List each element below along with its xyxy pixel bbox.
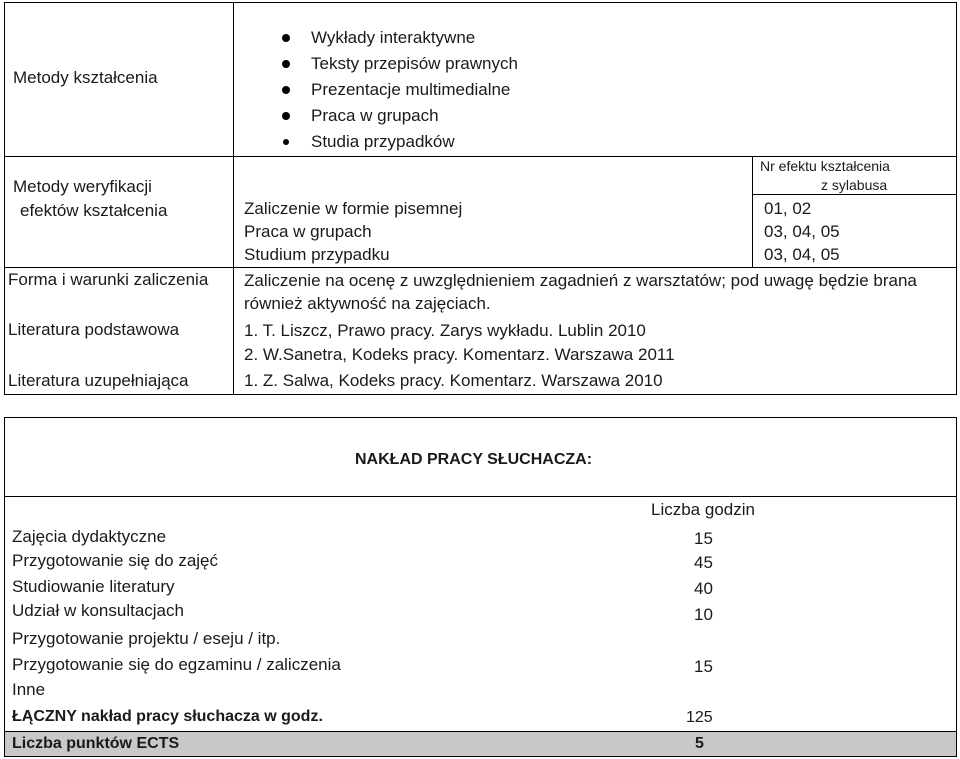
workload-row-label: Udział w konsultacjach [12, 601, 184, 620]
method-item: Teksty przepisów prawnych [311, 54, 518, 73]
workload-title: NAKŁAD PRACY SŁUCHACZA: [355, 451, 593, 468]
forma-warunki-text-2: również aktywność na zajęciach. [244, 294, 491, 313]
workload-row-label: Przygotowanie się do egzaminu / zaliczenia [12, 655, 341, 674]
literatura-podstawowa-label: Literatura podstawowa [8, 320, 180, 339]
verification-method: Zaliczenie w formie pisemnej [244, 199, 463, 218]
top-table-row-divider [4, 156, 957, 157]
workload-row-label: Inne [12, 680, 46, 699]
literatura-uzupelniajaca-label: Literatura uzupełniająca [8, 371, 189, 390]
bullet-icon [283, 139, 289, 145]
forma-warunki-text: Zaliczenie na ocenę z uwzględnieniem zagadnień z warsztatów; pod uwagę będzie brana [244, 271, 917, 290]
workload-row-value: 15 [694, 529, 713, 548]
workload-row-label: Przygotowanie projektu / eseju / itp. [12, 629, 281, 648]
verification-nr: 01, 02 [764, 199, 812, 218]
literature-item: 2. W.Sanetra, Kodeks pracy. Komentarz. Warszawa 2011 [244, 345, 675, 364]
bullet-icon [282, 60, 290, 68]
hours-header: Liczba godzin [651, 500, 755, 519]
metody-weryfikacji-label: Metody weryfikacji [13, 177, 152, 196]
bullet-icon [282, 34, 290, 42]
workload-row-value: 40 [694, 579, 713, 598]
ects-label: Liczba punktów ECTS [12, 735, 180, 752]
nr-header-2: z sylabusa [821, 177, 888, 193]
workload-row-label: Zajęcia dydaktyczne [12, 527, 167, 546]
forma-warunki-label: Forma i warunki zaliczenia [8, 270, 209, 289]
method-item: Prezentacje multimedialne [311, 80, 511, 99]
verification-method: Praca w grupach [244, 222, 372, 241]
literature-item: 1. Z. Salwa, Kodeks pracy. Komentarz. Warszawa 2010 [244, 371, 663, 390]
total-value: 125 [686, 709, 713, 726]
workload-row-label: Studiowanie literatury [12, 577, 175, 596]
total-label: ŁĄCZNY nakład pracy słuchacza w godz. [12, 708, 323, 725]
verification-method: Studium przypadku [244, 245, 390, 264]
literature-item: 1. T. Liszcz, Prawo pracy. Zarys wykładu. Lublin 2010 [244, 321, 646, 340]
method-item: Wykłady interaktywne [311, 28, 476, 47]
ects-row-divider [4, 731, 957, 732]
method-item: Praca w grupach [311, 106, 439, 125]
workload-row-value: 45 [694, 553, 713, 572]
method-item: Studia przypadków [311, 132, 455, 151]
verification-nr: 03, 04, 05 [764, 222, 840, 241]
workload-row-value: 15 [694, 657, 713, 676]
bullet-icon [282, 112, 290, 120]
top-table-row-divider-2 [4, 267, 957, 268]
bullet-icon [282, 86, 290, 94]
nr-header-bottom-border [752, 194, 957, 195]
workload-row-label: Przygotowanie się do zajęć [12, 551, 219, 570]
ects-value: 5 [695, 735, 704, 752]
metody-weryfikacji-label-2: efektów kształcenia [20, 201, 168, 220]
nr-header: Nr efektu kształcenia [760, 158, 890, 174]
workload-row-value: 10 [694, 605, 713, 624]
nr-column-left-border [752, 156, 753, 267]
verification-nr: 03, 04, 05 [764, 245, 840, 264]
workload-header-divider [4, 496, 957, 497]
top-table-col-divider [233, 2, 234, 395]
metody-ksztalcenia-label: Metody kształcenia [13, 68, 158, 87]
